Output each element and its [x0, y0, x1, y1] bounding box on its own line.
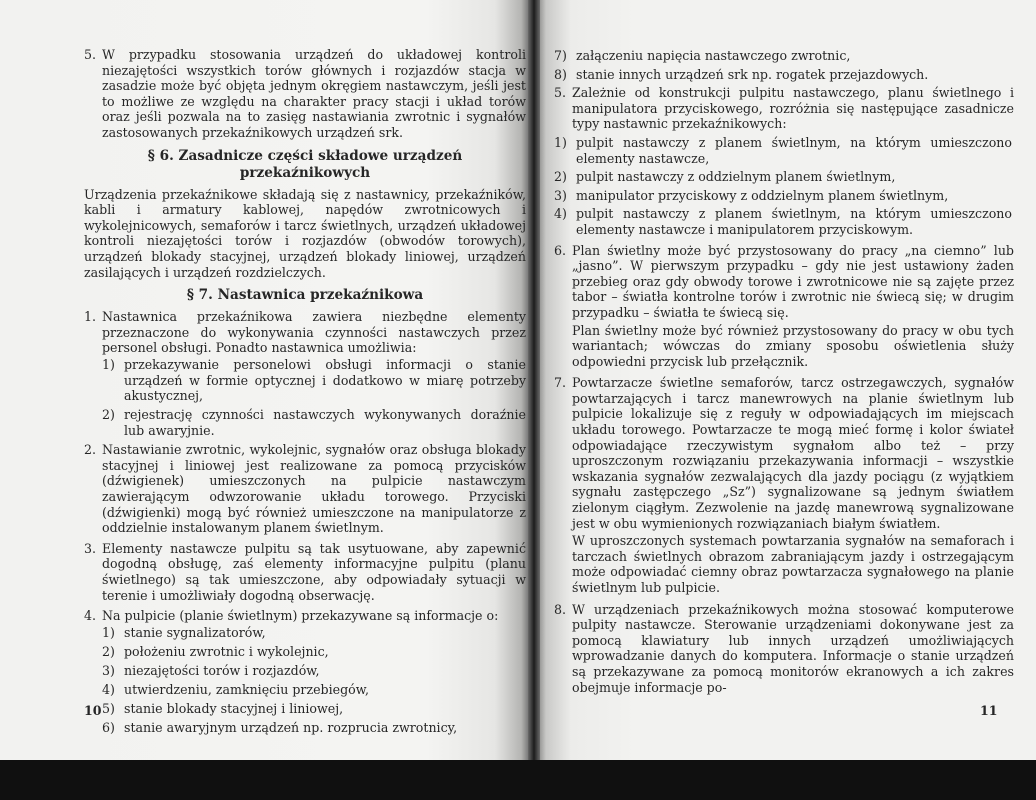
item-1-sublist — [102, 357, 526, 438]
paragraph-5 — [84, 47, 526, 141]
paragraph-text: W przypadku stosowania urządzeń do układowej kontroli niezajętości wszystkich torów głównych i rozjazdów stacja w zasadzie może być objęta jednym okręgiem nastawczym, jeśli jest to możliwe ze względu na charakter pracy stacji i układ torów oraz jeśli pozwala na to zasięg nastawiania zwrotnic i sygnałów zastosowanych przekaźnikowych urządzeń srk. — [102, 47, 526, 140]
page-number: 11 — [980, 703, 998, 718]
sub-item — [102, 663, 526, 679]
item-number: 1. — [84, 309, 97, 325]
sub-item-text: utwierdzeniu, zamknięciu przebiegów, — [124, 681, 370, 697]
sub-item — [554, 188, 1014, 204]
sub-item — [554, 135, 1014, 166]
sub-item-text: przekazywanie personelowi obsługi informacji o stanie urządzeń w formie optycznej i dodatkowo w miarę potrzeby akustycznej, — [124, 356, 526, 404]
sub-item-number: 8) — [554, 66, 567, 82]
paragraph-6-continuation: Plan świetlny może być również przystosowany do pracy w obu tych wariantach; wówczas do zmiany sposobu oświetlenia służy odpowiedni przycisk lub przełącznik. — [572, 322, 1014, 369]
paragraph-number: 5. — [84, 47, 97, 62]
item-text: Elementy nastawcze pulpitu są tak usytuowane, aby zapewnić dogodną obsługę, zaś elementy informacyjne pulpitu (planu świetlnego) są tak umieszczone, aby odpowiadały sytuacji w terenie i umożliwiały dogodną obserwację. — [102, 540, 526, 603]
sub-item — [102, 720, 526, 736]
sub-item-number: 6) — [102, 719, 115, 735]
sub-item-number: 1) — [102, 356, 115, 372]
sub-item — [102, 644, 526, 660]
sub-item-text: manipulator przyciskowy z oddzielnym planem świetlnym, — [576, 187, 949, 203]
paragraph-8 — [554, 602, 1014, 696]
sub-item-text: rejestrację czynności nastawczych wykonywanych doraźnie lub awaryjnie. — [124, 407, 526, 438]
sub-item-text: położeniu zwrotnic i wykolejnic, — [124, 643, 329, 659]
item-number: 3. — [84, 540, 97, 556]
sub-item — [554, 169, 1014, 185]
sub-item-number: 3) — [554, 187, 567, 203]
sub-item-number: 2) — [102, 643, 115, 659]
item-text: Nastawnica przekaźnikowa zawiera niezbędne elementy przeznaczone do wykonywania czynności nastawczych przez personel obsługi. Ponadto nastawnica umożliwia: — [102, 309, 526, 356]
paragraph-7 — [554, 375, 1014, 531]
paragraph-number: 8. — [554, 601, 567, 617]
left-text-column — [84, 47, 526, 739]
sub-item-text: stanie sygnalizatorów, — [124, 624, 266, 640]
right-text-column — [554, 47, 1014, 695]
paragraph-number: 7. — [554, 375, 567, 391]
section-6-heading: § 6. Zasadnicze części składowe urządzeń przekaźnikowych — [147, 147, 463, 181]
paragraph-text: Plan świetlny może być przystosowany do pracy „na ciemno” lub „jasno”. W pierwszym przypadku – gdy nie jest ustawiony żaden przebieg oraz gdy obwody torowe i zwrotnicowe nie są zajęte przez tabor – światła kontrolne torów i zwrotnic nie świecą się; w drugim przypadku – światła te świecą się. — [572, 242, 1014, 320]
sub-item-text: załączeniu napięcia nastawczego zwrotnic, — [576, 48, 851, 63]
sub-item — [102, 407, 526, 438]
sub-item-text: pulpit nastawczy z planem świetlnym, na którym umieszczono elementy nastawcze, — [576, 134, 1012, 166]
sub-item-text: stanie innych urządzeń srk np. rogatek przejazdowych. — [576, 66, 929, 82]
sub-item-text: pulpit nastawczy z oddzielnym planem świetlnym, — [576, 169, 896, 185]
right-page — [536, 0, 1036, 760]
sub-item — [102, 701, 526, 717]
section-6-text: Urządzenia przekaźnikowe składają się z nastawnicy, przekaźników, kabli i armatury kablowej, napędów zwrotnicowych i wykolejnicowych, semaforów i tarcz świetlnych, urządzeń układowej kontroli niezajętości torów i rozjazdów (obwodów torowych), urządzeń blokady stacyjnej, urządzeń blokady liniowej, urządzeń zasilających i urządzeń rozdzielczych. — [84, 186, 526, 280]
continued-list — [554, 48, 1014, 82]
paragraph-text: Zależnie od konstrukcji pulpitu nastawczego, planu świetlnego i manipulatora przyciskowego, rozróżnia się następujące zasadnicze typy nastawnic przekaźnikowych: — [572, 85, 1014, 132]
sub-item-text: niezajętości torów i rozjazdów, — [124, 662, 320, 678]
sub-item-number: 1) — [102, 624, 115, 640]
sub-item-number: 1) — [554, 134, 567, 150]
sub-item-number: 7) — [554, 48, 567, 63]
book-spine-gutter — [528, 0, 540, 760]
paragraph-7-continuation: W uproszczonych systemach powtarzania sygnałów na semaforach i tarczach świetlnych obrazom zabraniającym jazdy i ostrzegającym może odpowiadać ciemny obraz powtarzacza sygnałowego na planie świetlnym lub pulpicie. — [572, 533, 1014, 595]
paragraph-6 — [554, 243, 1014, 321]
nastawnica-types-list — [554, 135, 1014, 238]
sub-item-number: 5) — [102, 700, 115, 716]
sub-item-number: 2) — [554, 169, 567, 185]
sub-item-number: 3) — [102, 662, 115, 678]
sub-item-number: 4) — [102, 681, 115, 697]
sub-item-text: stanie awaryjnym urządzeń np. rozprucia zwrotnicy, — [124, 719, 458, 735]
sub-item — [554, 48, 1014, 64]
paragraph-5-right — [554, 85, 1014, 132]
left-page — [0, 0, 532, 760]
item-text: Nastawianie zwrotnic, wykolejnic, sygnałów oraz obsługa blokady stacyjnej i liniowej jest realizowane za pomocą przycisków (dźwigienek) umieszczonych na pulpicie nastawczym zawierającym odwzorowanie układu torowego. Przyciski (dźwigienki) mogą być również umieszczone na manipulatorze z oddzielnie instalowanym planem świetlnym. — [102, 442, 526, 536]
sub-item — [102, 682, 526, 698]
sub-item-text: stanie blokady stacyjnej i liniowej, — [124, 700, 344, 716]
paragraph-text: Powtarzacze świetlne semaforów, tarcz ostrzegawczych, sygnałów powtarzających i tarcz manewrowych na planie świetlnym lub pulpicie lokalizuje się z reguły w odpowiadających im miejscach układu torowego. Powtarzacze te mogą mieć formę i kolor świateł odpowiadające rzeczywistym sygnałom albo też – przy uproszczonym rozwiązaniu przekazywania informacji – wszystkie wskazania sygnałów zezwalających dla jazdy pociągu (z wyjątkiem sygnału zastępczego „Sz”) sygnalizowane są jednym światłem zielonym ciągłym. Zezwolenie na jazdę manewrową sygnalizowane jest w obu wymienionych rozwiązaniach białym światłem. — [572, 375, 1014, 531]
paragraph-number: 6. — [554, 242, 567, 258]
sub-item — [102, 625, 526, 641]
item-4-sublist — [102, 625, 526, 736]
sub-item — [102, 357, 526, 404]
section-7-item-2 — [84, 442, 526, 536]
paragraph-text: W urządzeniach przekaźnikowych można stosować komputerowe pulpity nastawcze. Sterowanie urządzeniami dokonywane jest za pomocą klawiatury lub innych urządzeń umożliwiających wprowadzanie danych do komputera. Informacje o stanie urządzeń są przekazywane za pomocą monitorów ekranowych a ich zakres obejmuje informacje po- — [572, 601, 1014, 695]
sub-item-text: pulpit nastawczy z planem świetlnym, na którym umieszczono elementy nastawcze i manipulatorem przyciskowym. — [576, 206, 1012, 237]
section-7-item-3 — [84, 541, 526, 603]
sub-item-number: 4) — [554, 206, 567, 222]
item-number: 4. — [84, 608, 97, 624]
sub-item-number: 2) — [102, 407, 115, 423]
sub-item — [554, 67, 1014, 83]
section-7-item-1 — [84, 309, 526, 356]
section-7-heading: § 7. Nastawnica przekaźnikowa — [186, 287, 424, 304]
page-number: 10 — [84, 703, 102, 718]
item-number: 2. — [84, 442, 97, 458]
paragraph-number: 5. — [554, 85, 567, 101]
section-7-item-4 — [84, 608, 526, 624]
item-text: Na pulpicie (planie świetlnym) przekazywane są informacje o: — [102, 608, 499, 624]
sub-item — [554, 206, 1014, 237]
scan-background — [0, 760, 1036, 800]
